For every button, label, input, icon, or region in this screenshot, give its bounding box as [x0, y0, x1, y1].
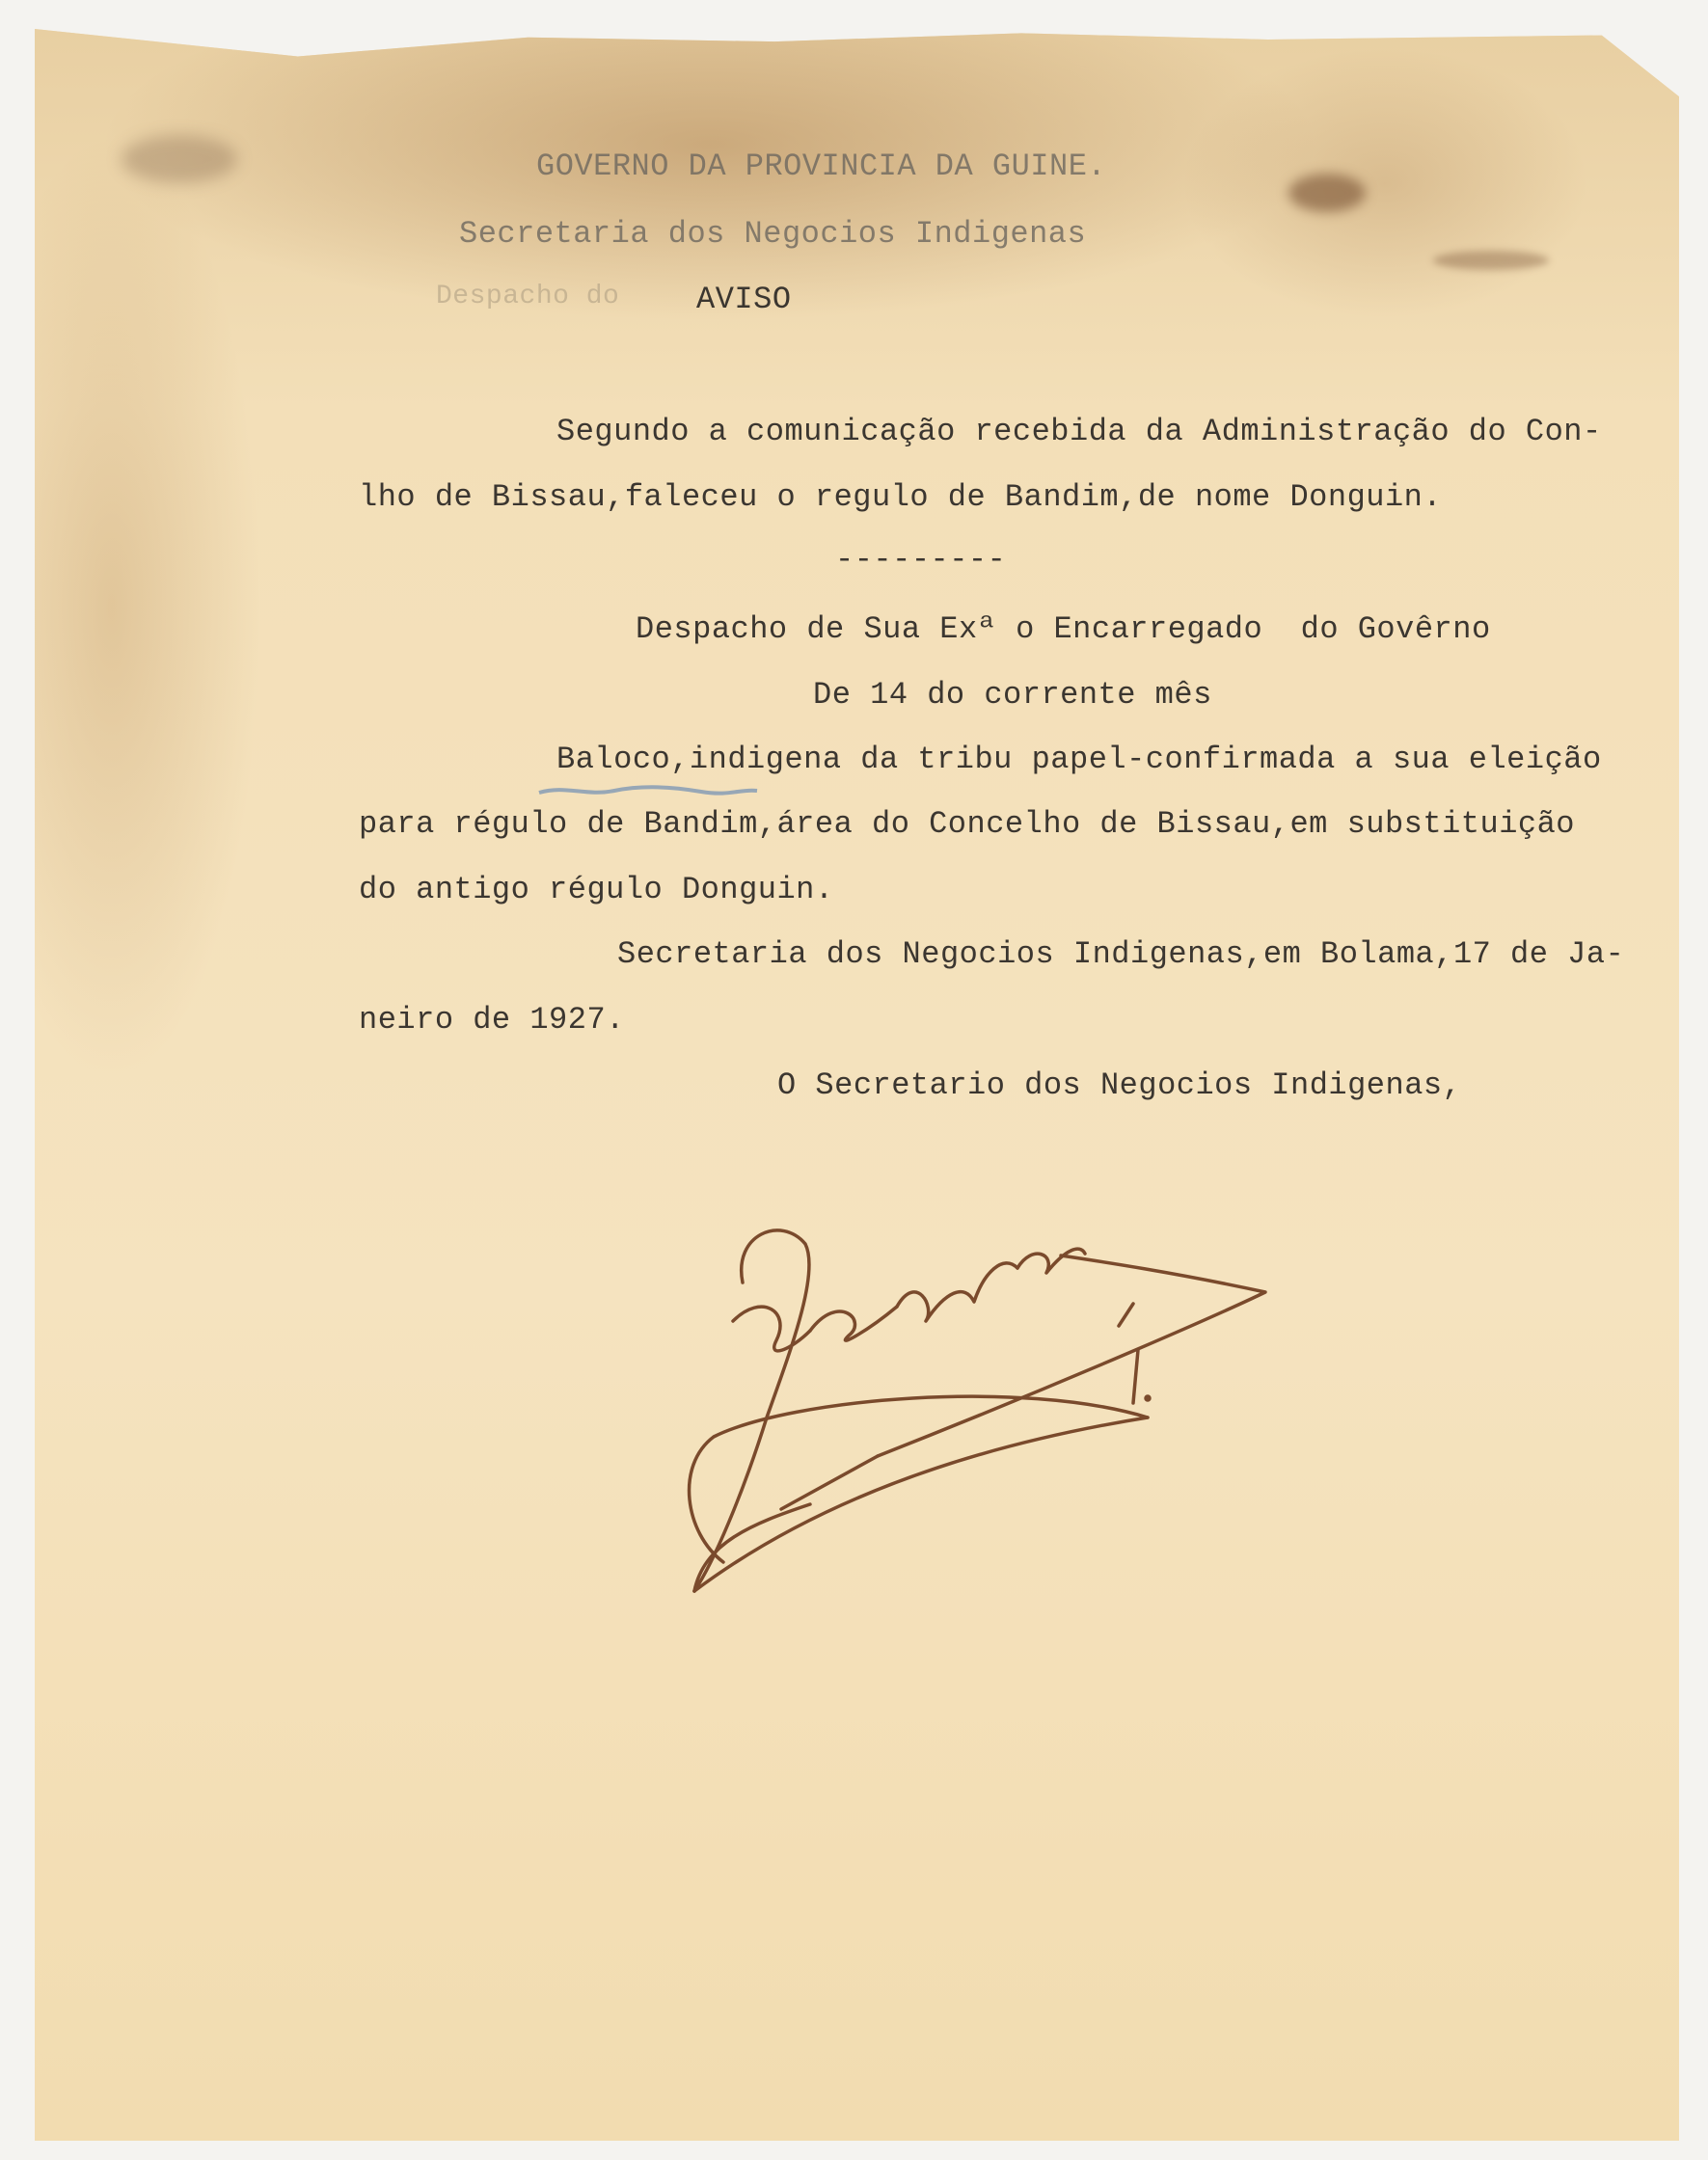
paragraph-2-line-3: do antigo régulo Donguin. [359, 872, 834, 907]
signatory-title: O Secretario dos Negocios Indigenas, [777, 1067, 1462, 1103]
paragraph-2-line-2: para régulo de Bandim,área do Concelho de Bissau,em substituição [359, 806, 1575, 842]
document-title: AVISO [696, 282, 792, 317]
separator-dashes: --------- [835, 542, 1007, 578]
closing-line-1: Secretaria dos Negocios Indigenas,em Bolama,17 de Ja- [617, 936, 1625, 972]
handwritten-signature [675, 1215, 1408, 1620]
paragraph-1-line-2: lho de Bissau,faleceu o regulo de Bandim,de nome Donguin. [359, 479, 1443, 515]
despacho-date: De 14 do corrente mês [813, 677, 1212, 713]
header-government: GOVERNO DA PROVINCIA DA GUINE. [536, 148, 1107, 184]
stain-spot [1288, 174, 1366, 212]
despacho-heading: Despacho de Sua Exª o Encarregado do Govêrno [636, 611, 1491, 647]
stain-spot [1433, 251, 1549, 270]
closing-line-2: neiro de 1927. [359, 1002, 625, 1038]
stain-spot [122, 135, 237, 183]
paragraph-2-line-1: Baloco,indigena da tribu papel-confirmada a sua eleição [556, 742, 1602, 777]
pencil-underline [537, 783, 759, 798]
paragraph-1-line-1: Segundo a comunicação recebida da Administração do Con- [556, 414, 1602, 449]
header-secretariat: Secretaria dos Negocios Indigenas [459, 216, 1087, 252]
header-faint-stamp: Despacho do [436, 282, 620, 311]
